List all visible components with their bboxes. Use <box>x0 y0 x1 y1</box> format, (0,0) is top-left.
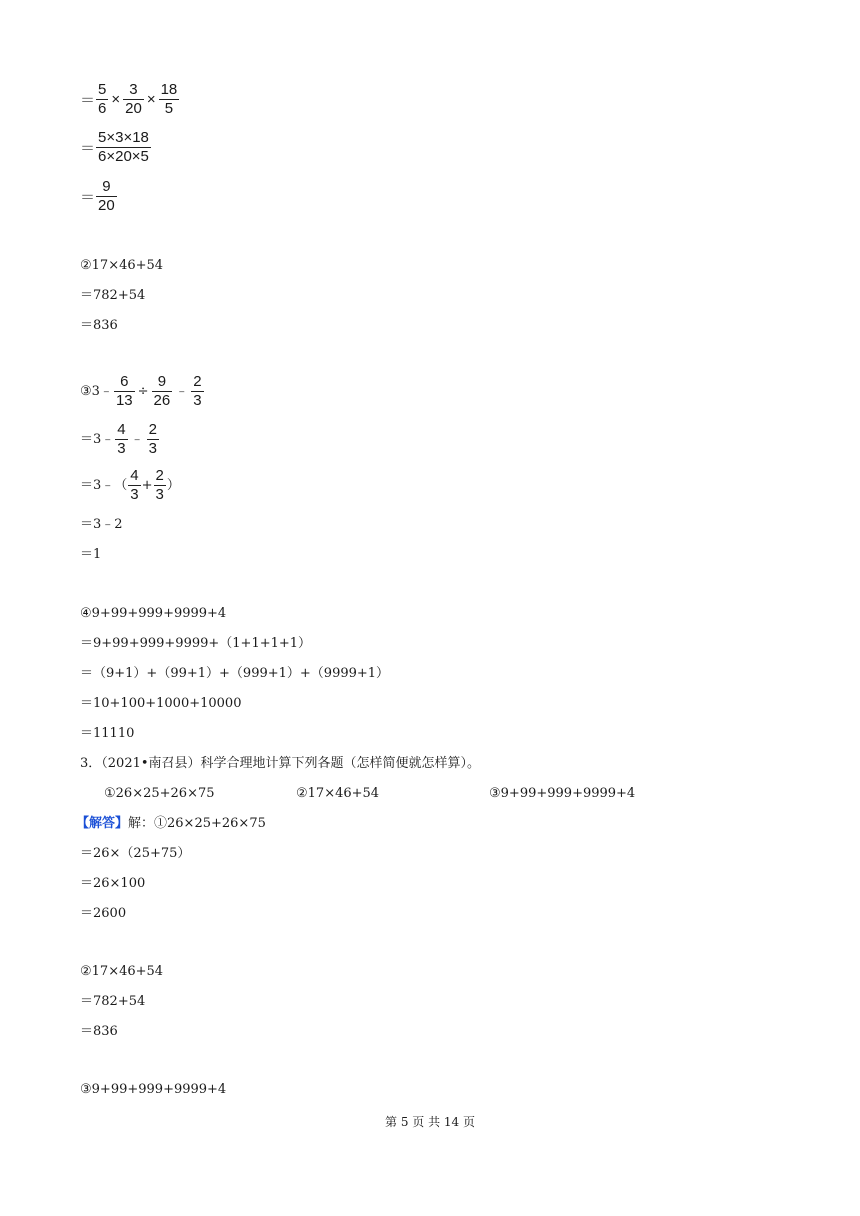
calc-line: ＝2600 <box>80 906 127 921</box>
calc-line: ＝3﹣2 <box>80 517 123 532</box>
page-footer: 第 5 页 共 14 页 <box>385 1115 475 1129</box>
calc-line: ＝（9+1）+（99+1）+（999+1）+（9999+1） <box>80 666 390 681</box>
question-item: ①26×25+26×75 <box>104 786 215 801</box>
calc-line: ＝836 <box>80 318 118 333</box>
calc-line: ＝11110 <box>80 726 135 741</box>
fraction: $\frac{9}{26}$ <box>153 373 171 409</box>
times-sign: × <box>146 91 156 108</box>
calc-line: ＝3﹣ $\frac{4}{3}$ ﹣ $\frac{2}{3}$ <box>80 421 157 457</box>
fraction: $\frac{2}{3}$ <box>148 421 157 457</box>
fraction: $\frac{9}{20}$ <box>98 178 115 214</box>
calc-line: ②17×46+54 <box>80 964 164 979</box>
answer-tag: 【解答】 <box>76 816 129 831</box>
question-item: ②17×46+54 <box>296 786 380 801</box>
fraction: $\frac{4}{3}$ <box>117 421 126 457</box>
calc-line: ③9+99+999+9999+4 <box>80 1082 227 1097</box>
calc-line: ＝26×100 <box>80 876 146 891</box>
calc-line-3 <box>80 179 118 214</box>
question-title: 3．（2021•南召县）科学合理地计算下列各题（怎样简便就怎样算）。 <box>80 756 481 771</box>
answer-heading: 【解答】解：①26×25+26×75 <box>76 816 266 831</box>
calc-line: ＝782+54 <box>80 288 146 303</box>
calc-line: ③3﹣ $\frac{6}{13}$ ÷ $\frac{9}{26}$ ﹣ $\frac{2}{3}$ <box>80 373 202 409</box>
calc-line: ＝1 <box>80 547 102 562</box>
fraction: $\frac{2}{3}$ <box>193 373 202 409</box>
equals-sign: ＝ <box>80 92 96 109</box>
times-sign: × <box>111 91 121 108</box>
calc-line-2 <box>80 130 152 165</box>
calc-line: ＝836 <box>80 1024 118 1039</box>
fraction: $\frac{5\times 3\times 18}{6\times 20\times 5}$ <box>98 129 149 165</box>
calc-line: ＝3﹣（ $\frac{4}{3}$ + $\frac{2}{3}$ ） <box>80 467 180 503</box>
question-item: ③9+99+999+9999+4 <box>489 786 636 801</box>
calc-line: ②17×46+54 <box>80 258 164 273</box>
calc-line: ＝9+99+999+9999+（1+1+1+1） <box>80 636 312 651</box>
calc-line-1 <box>80 82 180 117</box>
fraction: $\frac{18}{5}$ <box>160 81 178 117</box>
fraction: $\frac{6}{13}$ <box>115 373 133 409</box>
fraction: $\frac{3}{20}$ <box>125 81 142 117</box>
calc-line: ＝782+54 <box>80 994 146 1009</box>
fraction: $\frac{4}{3}$ <box>130 467 139 503</box>
fraction: $\frac{2}{3}$ <box>155 467 164 503</box>
equals-sign: ＝ <box>80 189 96 206</box>
calc-line: ＝10+100+1000+10000 <box>80 696 242 711</box>
calc-line: ＝26×（25+75） <box>80 846 191 861</box>
calc-line: ④9+99+999+9999+4 <box>80 606 227 621</box>
equals-sign: ＝ <box>80 140 96 157</box>
fraction: $\frac{5}{6}$ <box>98 81 107 117</box>
